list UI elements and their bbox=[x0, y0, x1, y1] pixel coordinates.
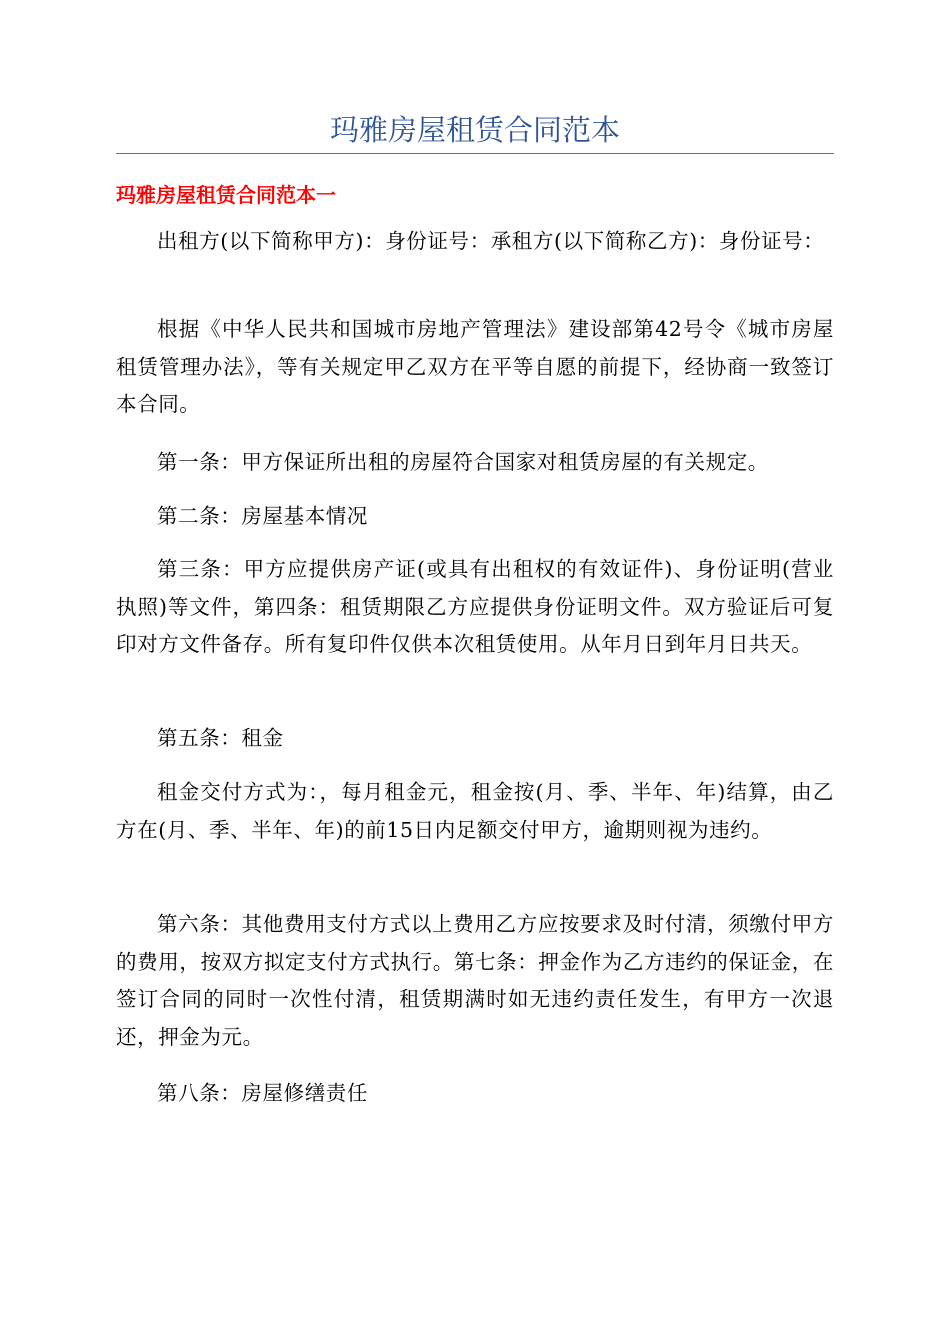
title-underline bbox=[116, 153, 834, 154]
paragraph-article-6-7: 第六条：其他费用支付方式以上费用乙方应按要求及时付清，须缴付甲方的费用，按双方拟定支付方式执行。第七条：押金作为乙方违约的保证金，在签订合同的同时一次性付清，租赁期满时如无违约责任发生，有甲方一次退还，押金为元。 bbox=[116, 912, 834, 1049]
paragraph-article-1: 第一条：甲方保证所出租的房屋符合国家对租赁房屋的有关规定。 bbox=[157, 450, 769, 474]
paragraph-parties: 出租方(以下简称甲方)：身份证号：承租方(以下简称乙方)：身份证号： bbox=[157, 229, 825, 253]
section-heading: 玛雅房屋租赁合同范本一 bbox=[116, 183, 336, 207]
paragraph-article-2: 第二条：房屋基本情况 bbox=[157, 504, 368, 528]
document-title: 玛雅房屋租赁合同范本 bbox=[329, 113, 620, 147]
paragraph-article-8: 第八条：房屋修缮责任 bbox=[157, 1081, 368, 1105]
paragraph-article-5: 第五条：租金 bbox=[157, 726, 284, 750]
paragraph-article-3-4: 第三条：甲方应提供房产证(或具有出租权的有效证件)、身份证明(营业执照)等文件，第四条：租赁期限乙方应提供身份证明文件。双方验证后可复印对方文件备存。所有复印件仅供本次租赁使用。从年月日到年月日共天。 bbox=[116, 557, 834, 656]
paragraph-legal-basis: 根据《中华人民共和国城市房地产管理法》建设部第42号令《城市房屋租赁管理办法》，等有关规定甲乙双方在平等自愿的前提下，经协商一致签订本合同。 bbox=[116, 317, 834, 416]
paragraph-rent-payment: 租金交付方式为：，每月租金元，租金按(月、季、半年、年)结算，由乙方在(月、季、半年、年)的前15日内足额交付甲方，逾期则视为违约。 bbox=[116, 780, 834, 842]
